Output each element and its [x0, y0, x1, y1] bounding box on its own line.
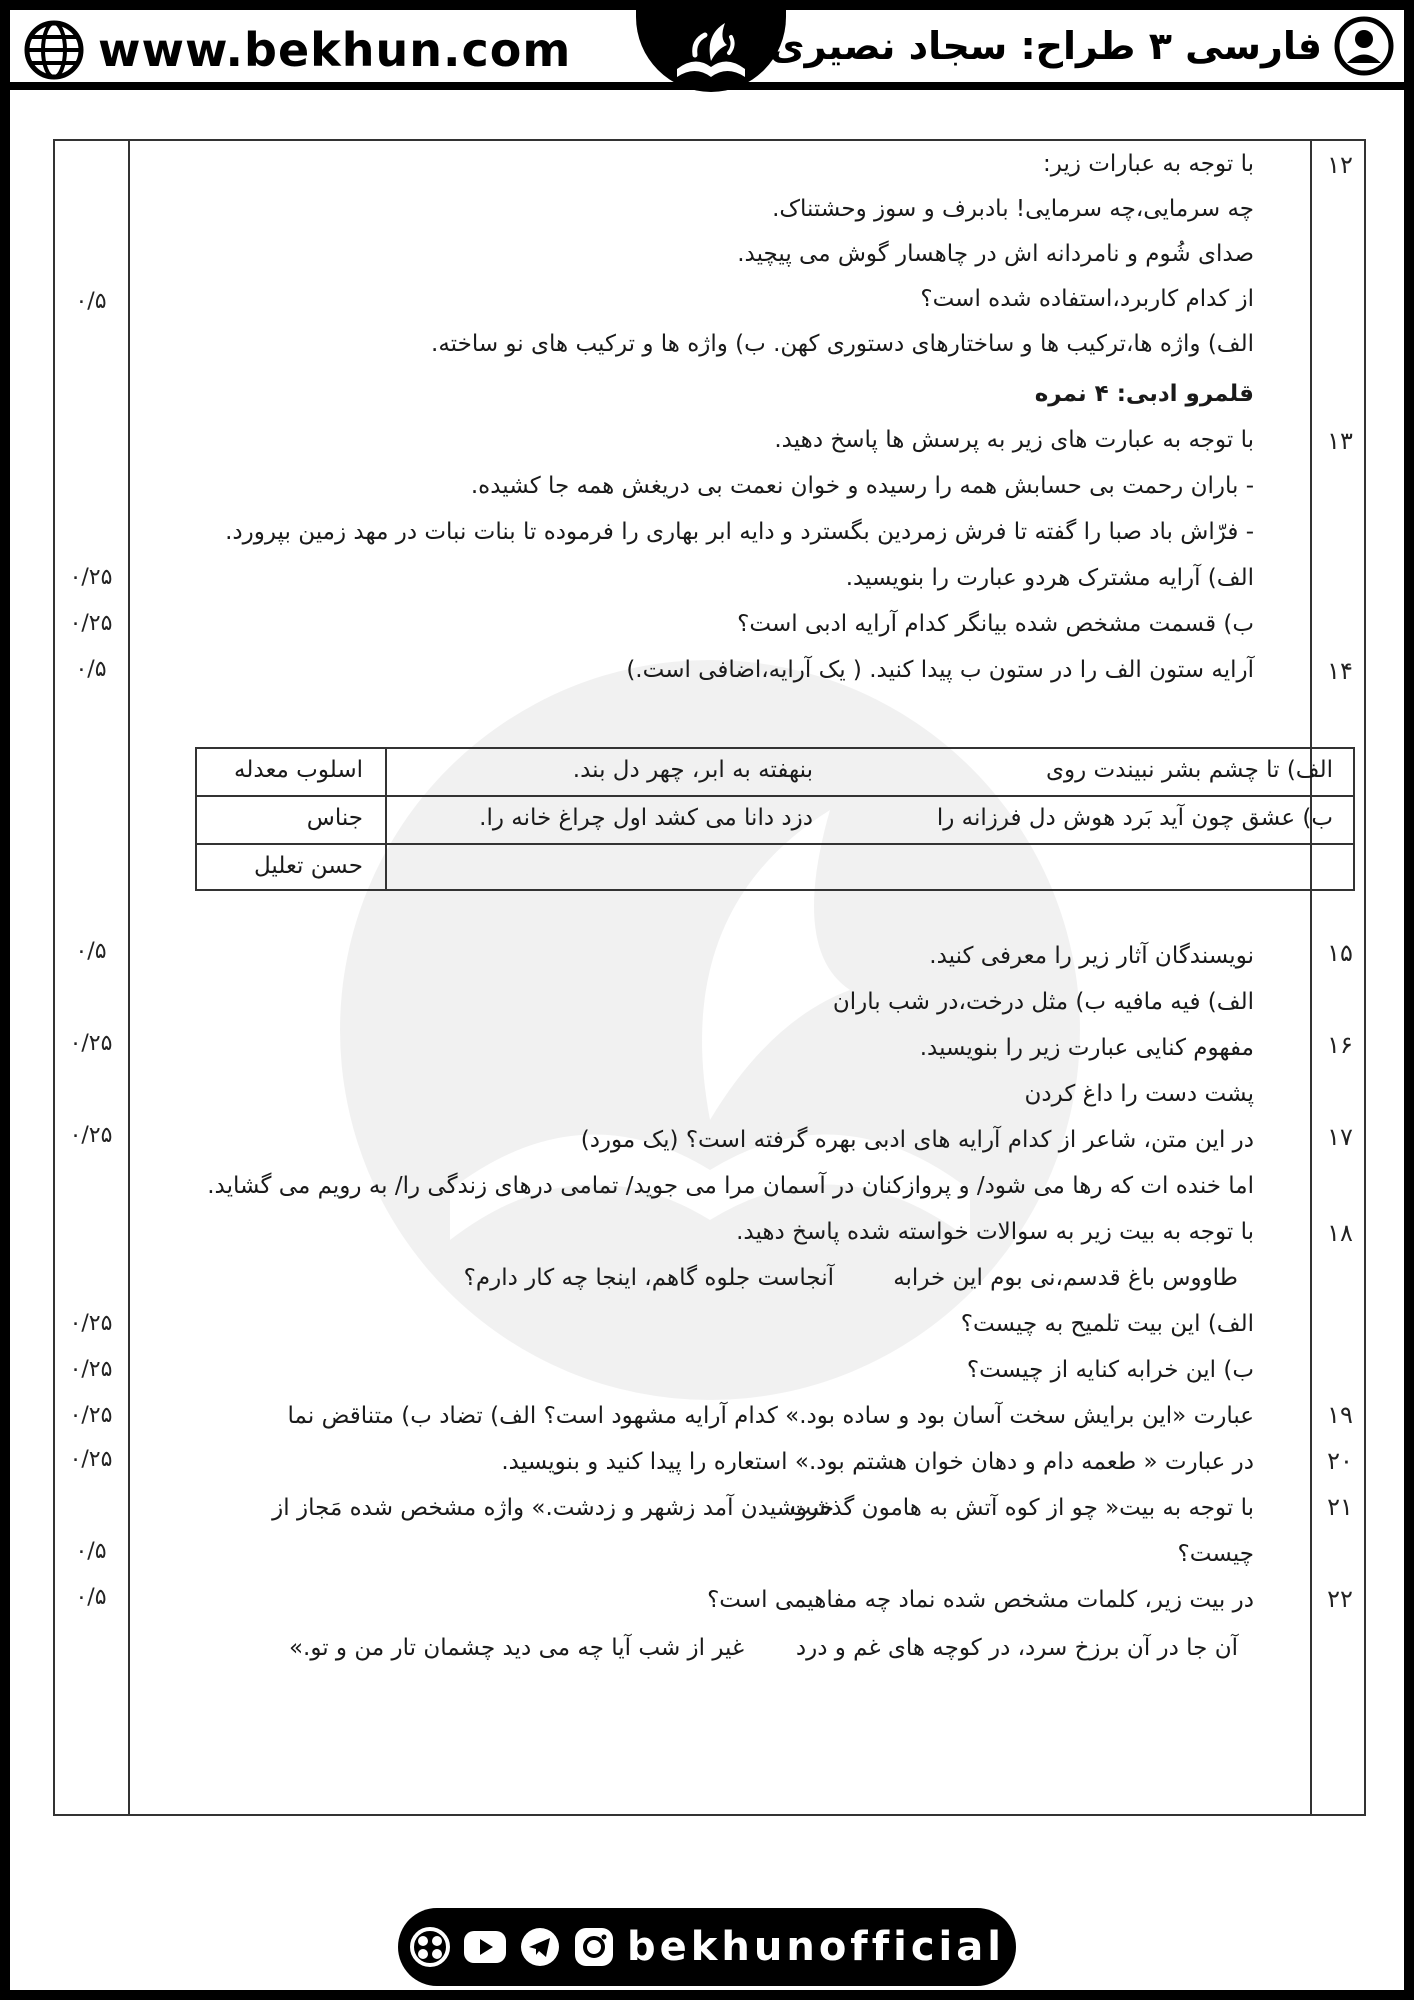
- header: [10, 10, 1404, 90]
- website-url[interactable]: www.bekhun.com: [98, 23, 572, 77]
- question-number: ۱۵: [1327, 939, 1353, 967]
- globe-icon: [24, 20, 84, 80]
- question-score: ۰/۵: [75, 1539, 107, 1564]
- website-block[interactable]: [24, 20, 571, 80]
- question-score: ۰/۲۵: [69, 565, 113, 590]
- header-title-block: [770, 16, 1394, 76]
- matching-row-divider: [197, 843, 1353, 845]
- question-line: آرایه ستون الف را در ستون ب پیدا کنید. ( یک آرایه،اضافی است.): [626, 657, 1254, 683]
- question-line: ب) این خرابه کنایه از چیست؟: [966, 1357, 1254, 1383]
- question-score: ۰/۲۵: [69, 1123, 113, 1148]
- question-score: ۰/۵: [75, 657, 107, 682]
- verse-hemistich: آن جا در آن برزخ سرد، در کوچه های غم و درد: [795, 1635, 1238, 1661]
- question-number: ۱۳: [1327, 427, 1353, 455]
- matching-cell: الف) تا چشم بشر نبیندت روی: [1046, 757, 1333, 783]
- question-number: ۱۴: [1327, 657, 1353, 685]
- matching-cell: دزد دانا می کشد اول چراغ خانه را.: [479, 805, 813, 831]
- question-line: با توجه به عبارات زیر:: [1043, 151, 1254, 177]
- question-line: با توجه به عبارت های زیر به پرسش ها پاسخ دهید.: [774, 427, 1254, 453]
- question-number: ۲۲: [1327, 1585, 1353, 1613]
- question-line: پشت دست را داغ کردن: [1024, 1081, 1254, 1107]
- matching-row-divider: [197, 795, 1353, 797]
- matching-cell: اسلوب معدله: [234, 757, 363, 783]
- question-number: ۱۸: [1327, 1219, 1353, 1247]
- question-line: مفهوم کنایی عبارت زیر را بنویسید.: [919, 1035, 1254, 1061]
- question-line: با توجه به بیت زیر به سوالات خواسته شده پاسخ دهید.: [736, 1219, 1254, 1245]
- number-column-divider: [1310, 141, 1312, 1814]
- user-icon: [1334, 16, 1394, 76]
- exam-table: [53, 139, 1366, 1816]
- question-line: از کدام کاربرد،استفاده شده است؟: [920, 286, 1254, 312]
- question-number: ۱۶: [1327, 1031, 1353, 1059]
- question-score: ۰/۲۵: [69, 1031, 113, 1056]
- logo-mark-icon: [665, 15, 757, 87]
- telegram-icon[interactable]: [519, 1926, 561, 1968]
- question-score: ۰/۲۵: [69, 1403, 113, 1428]
- verse-hemistich: با توجه به بیت« چو از کوه آتش به هامون گذشت: [789, 1495, 1254, 1521]
- question-score: ۰/۲۵: [69, 1311, 113, 1336]
- page-title: فارسی ۳ طراح: سجاد نصیری: [769, 24, 1322, 68]
- matching-table: [195, 747, 1355, 891]
- logo: [636, 10, 786, 92]
- question-score: ۰/۲۵: [69, 1357, 113, 1382]
- aparat-icon[interactable]: [409, 1926, 451, 1968]
- matching-cell: بنهفته به ابر، چهر دل بند.: [572, 757, 813, 783]
- question-line: الف) آرایه مشترک هردو عبارت را بنویسید.: [845, 565, 1254, 591]
- question-line: ب) قسمت مشخص شده بیانگر کدام آرایه ادبی است؟: [737, 611, 1254, 637]
- matching-cell: حسن تعلیل: [253, 853, 363, 879]
- question-line: اما خنده ات که رها می شود/ و پروازکنان در آسمان مرا می جوید/ تمامی درهای زندگی را/ به رویم می گشاید.: [207, 1173, 1254, 1199]
- instagram-icon[interactable]: [573, 1926, 615, 1968]
- question-line: در این متن، شاعر از کدام آرایه های ادبی بهره گرفته است؟ (یک مورد): [580, 1127, 1254, 1153]
- question-number: ۱۷: [1327, 1123, 1353, 1151]
- question-score: ۰/۵: [75, 939, 107, 964]
- footer-social-bar[interactable]: [398, 1908, 1016, 1986]
- question-line: چه سرمایی،چه سرمایی! بادبرف و سوز وحشتناک.: [772, 196, 1254, 222]
- question-line: صدای شُوم و نامردانه اش در چاهسار گوش می پیچید.: [737, 241, 1254, 267]
- question-line: - باران رحمت بی حسابش همه را رسیده و خوان نعمت بی دریغش همه جا کشیده.: [470, 473, 1254, 499]
- question-line: - فرّاش باد صبا را گفته تا فرش زمردین بگسترد و دایه ابر بهاری را فرموده تا بنات نبات در مهد زمین بپرورد.: [225, 519, 1254, 545]
- question-line: نویسندگان آثار زیر را معرفی کنید.: [929, 943, 1254, 969]
- question-score: ۰/۵: [75, 289, 107, 314]
- footer-handle[interactable]: bekhunofficial: [627, 1924, 1005, 1970]
- question-number: ۱۹: [1327, 1401, 1353, 1429]
- verse-hemistich: خروشیدن آمد زشهر و زدشت.» واژه مشخص شده مَجاز از: [272, 1495, 834, 1521]
- question-number: ۲۰: [1327, 1447, 1353, 1475]
- question-score: ۰/۵: [75, 1585, 107, 1610]
- question-score: ۰/۲۵: [69, 611, 113, 636]
- question-number: ۱۲: [1327, 151, 1353, 179]
- question-score: ۰/۲۵: [69, 1447, 113, 1472]
- question-line: در عبارت « طعمه دام و دهان خوان هشتم بود.» استعاره را پیدا کنید و بنویسید.: [501, 1449, 1254, 1475]
- verse-hemistich: غیر از شب آیا چه می دید چشمان تار من و تو.»: [288, 1635, 744, 1661]
- section-heading: قلمرو ادبی: ۴ نمره: [1034, 381, 1254, 407]
- matching-cell: جناس: [306, 805, 363, 831]
- question-number: ۲۱: [1327, 1493, 1353, 1521]
- verse-hemistich: آنجاست جلوه گاهم، اینجا چه کار دارم؟: [463, 1265, 834, 1291]
- matching-cell: ب) عشق چون آید بَرد هوش دل فرزانه را: [936, 805, 1333, 831]
- question-line: الف) فیه مافیه ب) مثل درخت،در شب باران: [832, 989, 1254, 1015]
- question-line: الف) این بیت تلمیح به چیست؟: [960, 1311, 1254, 1337]
- question-line: عبارت «این برایش سخت آسان بود و ساده بود.» کدام آرایه مشهود است؟ الف) تضاد ب) متناقض نما: [287, 1403, 1254, 1429]
- question-line: چیست؟: [1177, 1541, 1254, 1567]
- score-column-divider: [128, 141, 130, 1814]
- verse-hemistich: طاووس باغ قدسم،نی بوم این خرابه: [893, 1265, 1238, 1291]
- question-line: الف) واژه ها،ترکیب ها و ساختارهای دستوری کهن. ب) واژه ها و ترکیب های نو ساخته.: [431, 331, 1254, 357]
- youtube-icon[interactable]: [463, 1930, 507, 1964]
- matching-table-divider: [385, 749, 387, 889]
- question-line: در بیت زیر، کلمات مشخص شده نماد چه مفاهیمی است؟: [707, 1587, 1254, 1613]
